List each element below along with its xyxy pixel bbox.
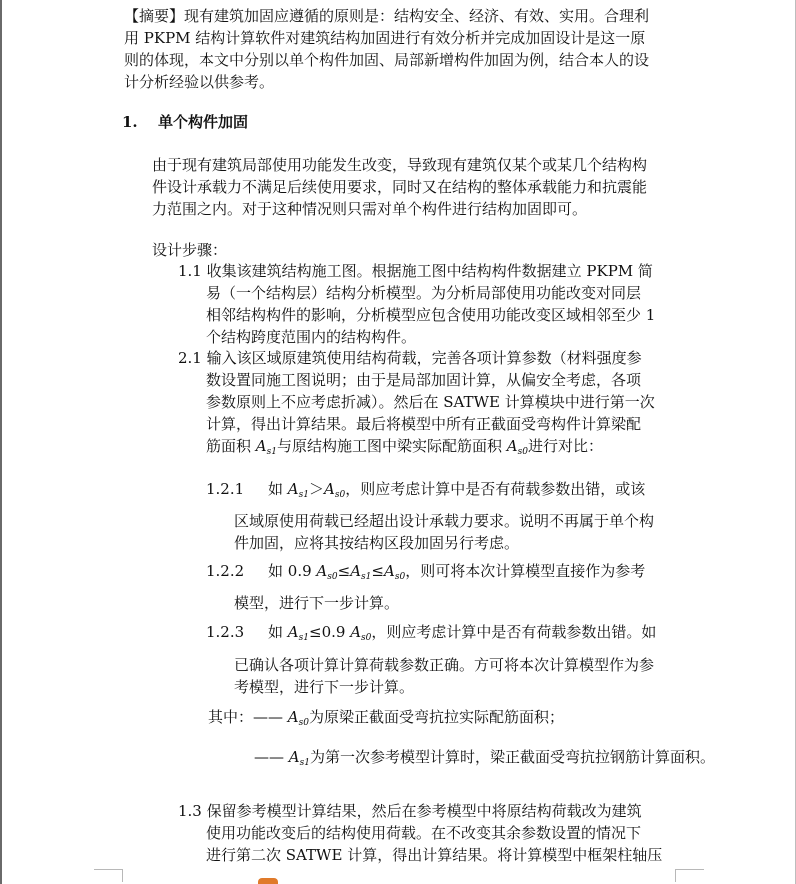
step-line: 数设置同施工图说明；由于是局部加固计算，从偏安全考虑，各项 (206, 371, 642, 389)
subscript-s1: s1 (361, 572, 372, 582)
section-number: 1. (122, 113, 138, 131)
text: 与原结构施工图中梁实际配筋面积 (276, 437, 507, 455)
step-line: 易（一个结构层）结构分析模型。为分析局部使用功能改变对同层 (206, 284, 642, 302)
text: 其中：—— (208, 708, 288, 726)
step-line: 使用功能改变后的结构使用荷载。在不改变其余参数设置的情况下 (206, 824, 642, 842)
subscript-s1: s1 (266, 447, 277, 457)
text: ，则应考虑计算中是否有荷载参数出错。如 (371, 623, 657, 641)
step-line: 1.3 保留参考模型计算结果，然后在参考模型中将原结构荷载改为建筑 (178, 802, 642, 820)
case-cont-line: 区域原使用荷载已经超出设计承载力要求。说明不再属于单个构 (234, 512, 655, 530)
operator: ≤ (371, 562, 384, 580)
step-line: 进行第二次 SATWE 计算，得出计算结果。将计算模型中框架柱轴压 (206, 846, 663, 864)
operator: ≤0.9 (309, 623, 351, 641)
symbol-a: A (287, 623, 299, 641)
operator: ≤ (337, 562, 351, 580)
case-cont-line: 件加固，应将其按结构区段加固另行考虑。 (234, 534, 520, 552)
subscript-s1: s1 (299, 758, 310, 768)
page-corner-mark-left (94, 869, 123, 882)
step-line: 2.1 输入该区域原建筑使用结构荷载，完善各项计算参数（材料强度参 (178, 349, 642, 367)
symbol-a: A (288, 748, 300, 766)
case-1-2-3 (206, 622, 656, 648)
symbol-a: A (316, 562, 328, 580)
page-corner-mark-right (675, 869, 704, 882)
footer-decoration (258, 878, 278, 884)
subscript-s0: s0 (517, 447, 528, 457)
abstract-line: 计分析经验以供参考。 (124, 73, 275, 91)
subscript-s0: s0 (334, 490, 346, 500)
case-1-2-1 (206, 479, 645, 505)
symbol-a: A (506, 437, 518, 455)
case-number: 1.2.2 (206, 562, 245, 580)
symbol-a: A (350, 562, 362, 580)
text: 进行对比： (527, 437, 603, 455)
abstract-line: 【摘要】现有建筑加固应遵循的原则是：结构安全、经济、有效、实用。合理利 (124, 7, 650, 25)
text: 筋面积 (206, 437, 256, 455)
symbol-a: A (350, 623, 362, 641)
where-line-1 (208, 707, 564, 733)
text: ，则可将本次计算模型直接作为参考 (405, 562, 646, 580)
subscript-s0: s0 (394, 572, 406, 582)
text: ，则应考虑计算中是否有荷载参数出错，或该 (345, 480, 646, 498)
intro-line: 件设计承载力不满足后续使用要求，同时又在结构的整体承载能力和抗震能 (152, 178, 648, 196)
subscript-s0: s0 (361, 633, 372, 643)
case-number: 1.2.3 (206, 623, 245, 641)
case-cont-line: 模型，进行下一步计算。 (234, 594, 400, 612)
case-1-2-2 (206, 561, 645, 587)
step-line: 个结构跨度范围内的结构构件。 (206, 328, 417, 346)
intro-line: 由于现有建筑局部使用功能发生改变，导致现有建筑仅某个或某几个结构构 (152, 156, 648, 174)
symbol-a: A (383, 562, 395, 580)
abstract-line: 用 PKPM 结构计算软件对建筑结构加固进行有效分析并完成加固设计是这一原 (124, 29, 646, 47)
symbol-a: A (324, 480, 335, 498)
where-line-2 (254, 747, 715, 773)
case-number: 1.2.1 (206, 480, 245, 498)
text: —— (254, 748, 289, 766)
subscript-s0: s0 (298, 718, 309, 728)
step-line: 计算，得出计算结果。最后将模型中所有正截面受弯构件计算梁配 (206, 415, 642, 433)
section-title: 单个构件加固 (158, 113, 249, 131)
step-line-formula (206, 436, 603, 462)
step-line: 相邻结构构件的影响，分析模型应包含使用功能改变区域相邻至少 1 (206, 306, 656, 324)
text: 如 0.9 (268, 562, 317, 580)
subscript-s1: s1 (298, 633, 309, 643)
steps-label: 设计步骤： (152, 241, 228, 259)
step-line: 参数原则上不应考虑折减）。然后在 SATWE 计算模块中进行第一次 (206, 393, 655, 411)
case-cont-line: 已确认各项计算计算荷载参数正确。方可将本次计算模型作为参 (234, 656, 655, 674)
operator: ＞ (309, 480, 325, 498)
step-line: 1.1 收集该建筑结构施工图。根据施工图中结构构件数据建立 PKPM 简 (178, 262, 653, 280)
intro-line: 力范围之内。对于这种情况则只需对单个构件进行结构加固即可。 (152, 200, 588, 218)
text: 如 (268, 480, 288, 498)
text: 为第一次参考模型计算时，梁正截面受弯抗拉钢筋计算面积。 (309, 748, 715, 766)
text: 为原梁正截面受弯抗拉实际配筋面积； (308, 708, 564, 726)
symbol-a: A (255, 437, 267, 455)
page-edge-left (0, 0, 2, 884)
symbol-a: A (287, 480, 299, 498)
text: 如 (268, 623, 288, 641)
abstract-line: 则的体现，本文中分别以单个构件加固、局部新增构件加固为例，结合本人的设 (124, 51, 650, 69)
symbol-a: A (287, 708, 299, 726)
subscript-s0: s0 (327, 572, 338, 582)
subscript-s1: s1 (298, 490, 309, 500)
case-cont-line: 考模型，进行下一步计算。 (234, 678, 415, 696)
